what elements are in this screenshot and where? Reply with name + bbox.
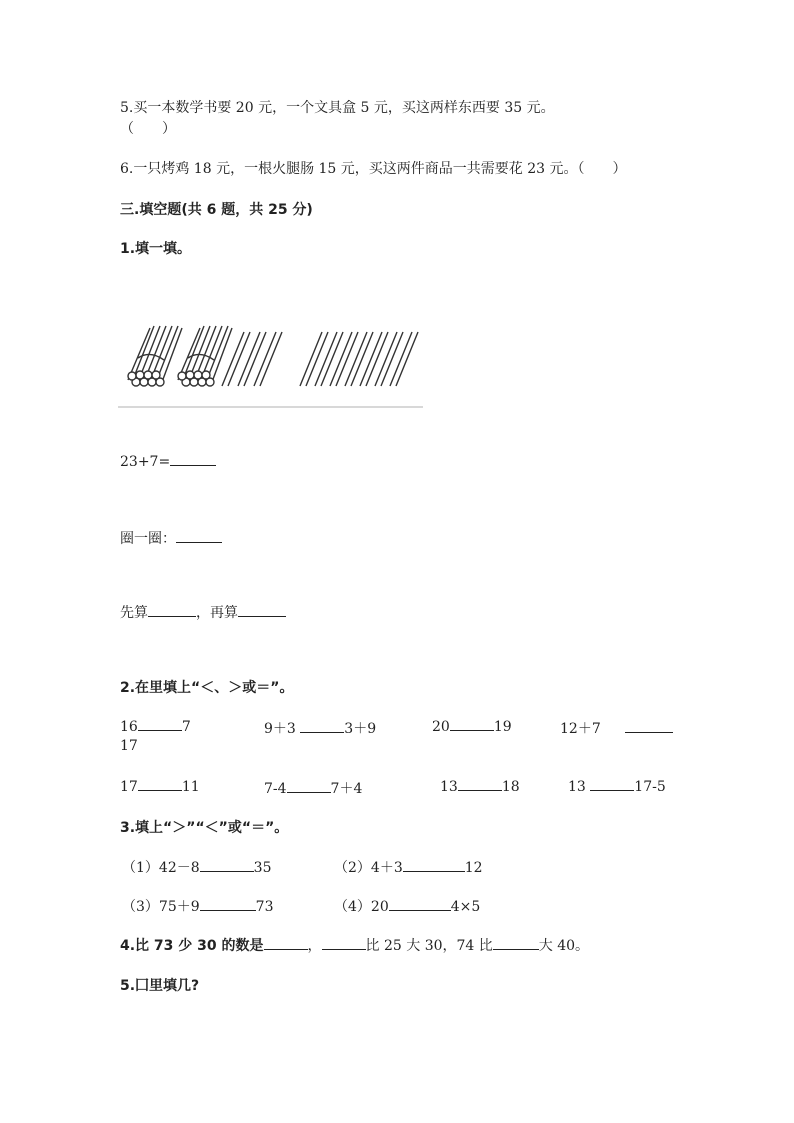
answer-blank[interactable] <box>170 453 216 466</box>
judge-question-5-answer[interactable] <box>120 118 176 138</box>
compare-right: 11 <box>181 779 200 795</box>
answer-blank[interactable] <box>389 898 451 911</box>
judge-question-5 <box>120 97 555 117</box>
compare-left: 12＋7 <box>560 721 601 737</box>
answer-blank[interactable] <box>138 778 182 791</box>
q4-text-4: 大 40。 <box>538 938 590 954</box>
compare-right: 19 <box>493 719 512 735</box>
answer-blank[interactable] <box>590 778 634 791</box>
judge-question-6 <box>120 158 627 178</box>
answer-blank[interactable] <box>493 937 539 950</box>
q4-text-1: 4.比 73 少 30 的数是 <box>120 938 264 954</box>
answer-blank[interactable] <box>238 604 286 617</box>
compare-right: 17 <box>120 738 138 754</box>
compare-right: 7 <box>181 719 191 735</box>
compare-item-wrap <box>120 738 138 754</box>
compare-right: 3＋9 <box>344 721 377 737</box>
question-3-title <box>120 817 288 837</box>
compare-item <box>568 778 666 795</box>
question-1-title <box>120 238 191 258</box>
compare-left: 16 <box>120 719 138 735</box>
question-3-title-text: 3.填上“＞”“＜”或“＝”。 <box>120 820 289 836</box>
compare-left: 42－8 <box>158 860 200 876</box>
answer-blank[interactable] <box>200 898 256 911</box>
judge-question-5-text: 5.买一本数学书要 20 元，一个文具盒 5 元，买这两样东西要 35 元。 <box>120 100 555 116</box>
answer-blank[interactable] <box>403 859 465 872</box>
answer-blank[interactable] <box>458 778 502 791</box>
q3-item-3 <box>122 896 273 916</box>
answer-blank[interactable] <box>322 937 366 950</box>
answer-blank[interactable] <box>287 780 331 793</box>
q1-equation: 23+7= <box>120 454 171 470</box>
answer-blank[interactable] <box>264 937 308 950</box>
judge-question-6-text: 6.一只烤鸡 18 元，一根火腿肠 15 元，买这两件商品一共需要花 23 元。（ ） <box>120 161 627 177</box>
question-4 <box>120 935 589 955</box>
compare-item <box>440 778 520 795</box>
section-title-text: 三.填空题(共 6 题，共 25 分) <box>120 202 313 218</box>
compare-left: 9＋3 <box>264 721 296 737</box>
answer-blank[interactable] <box>148 604 196 617</box>
question-2-title <box>120 677 293 697</box>
q4-text-3: 比 25 大 30，74 比 <box>365 938 493 954</box>
compare-left: 20 <box>432 719 450 735</box>
compare-left: 75＋9 <box>158 899 200 915</box>
compare-item <box>120 778 200 795</box>
counting-sticks-illustration <box>118 320 428 410</box>
answer-blank[interactable] <box>176 530 222 543</box>
answer-parentheses[interactable]: （ ） <box>120 121 176 137</box>
q3-item-1 <box>122 857 271 877</box>
item-number: （2） <box>334 860 371 876</box>
compare-item <box>560 718 673 738</box>
compare-right: 7＋4 <box>330 781 363 797</box>
compare-right: 17-5 <box>634 779 666 795</box>
q1-first-label: 先算 <box>120 605 148 621</box>
question-2-title-text: 2.在里填上“＜、＞或＝”。 <box>120 680 294 696</box>
q1-circle-line <box>120 528 222 548</box>
q1-order-line <box>120 602 286 622</box>
compare-left: 4＋3 <box>370 860 403 876</box>
answer-blank[interactable] <box>200 859 254 872</box>
q1-circle-label: 圈一圈： <box>120 531 176 547</box>
answer-blank[interactable] <box>300 720 344 733</box>
answer-blank[interactable] <box>450 718 494 731</box>
compare-item <box>432 718 512 735</box>
answer-blank[interactable] <box>138 718 182 731</box>
compare-item <box>264 718 376 738</box>
compare-left: 13 <box>568 779 586 795</box>
section-title <box>120 199 313 219</box>
compare-left: 20 <box>370 899 389 915</box>
item-number: （4） <box>334 899 371 915</box>
q3-item-4 <box>334 896 480 916</box>
compare-left: 17 <box>120 779 138 795</box>
compare-item <box>264 778 362 798</box>
compare-right: 18 <box>501 779 520 795</box>
answer-blank[interactable] <box>625 720 673 733</box>
item-number: （3） <box>122 899 159 915</box>
q1-then-label: ，再算 <box>196 605 238 621</box>
compare-item <box>120 718 191 735</box>
question-5-title-text: 5.囗里填几? <box>120 978 200 994</box>
compare-right: 73 <box>255 899 274 915</box>
compare-right: 12 <box>464 860 483 876</box>
compare-left: 7-4 <box>264 781 287 797</box>
q1-equation-line <box>120 453 216 470</box>
q4-text-2: ， <box>307 938 322 954</box>
question-1-title-text: 1.填一填。 <box>120 241 192 257</box>
item-number: （1） <box>122 860 159 876</box>
q3-item-2 <box>334 857 483 877</box>
compare-right: 4×5 <box>450 899 481 915</box>
question-5-title <box>120 975 199 995</box>
compare-right: 35 <box>253 860 272 876</box>
compare-left: 13 <box>440 779 458 795</box>
